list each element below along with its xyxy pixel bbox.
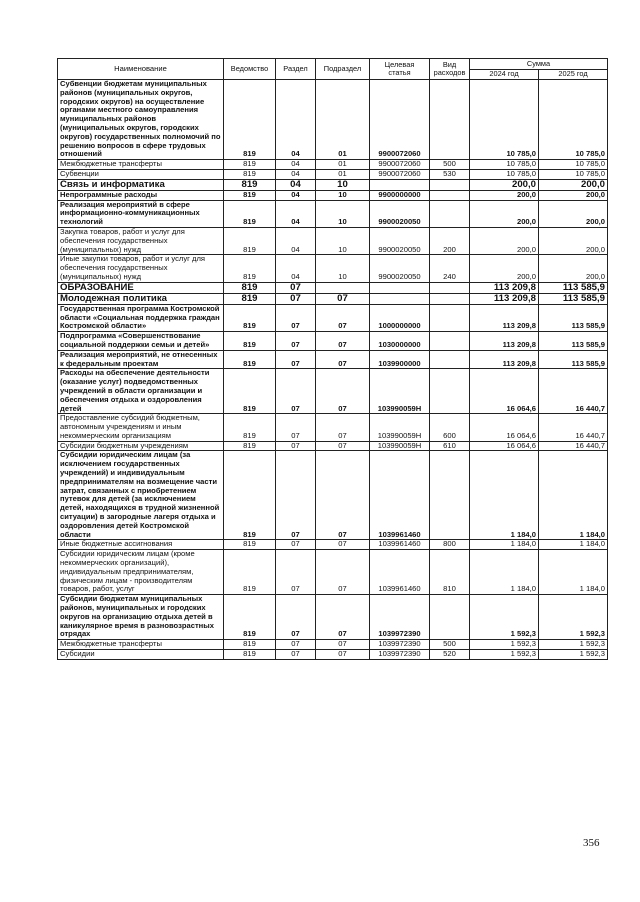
cell-sum-2025: 1 184,0 — [539, 540, 608, 550]
cell-vedomstvo: 819 — [224, 550, 276, 595]
header-vedomstvo: Ведомство — [224, 59, 276, 80]
cell-name: Субвенции бюджетам муниципальных районов (муниципальных округов, городских округов) на осуществление органами местного самоуправления муниципальных районов (муниципальных округов, городских округов) государственных полномочий по решению вопросов в сфере трудовых отношений — [58, 80, 224, 160]
cell-podrazdel: 07 — [316, 293, 370, 304]
table-row — [58, 293, 608, 304]
cell-vedomstvo: 819 — [224, 332, 276, 351]
cell-vedomstvo: 819 — [224, 350, 276, 369]
header-celevaya-line2: статья — [388, 68, 411, 77]
cell-podrazdel: 07 — [316, 332, 370, 351]
cell-celevaya-statya — [370, 282, 430, 293]
table-row — [58, 160, 608, 170]
cell-celevaya-statya — [370, 179, 430, 190]
cell-vedomstvo: 819 — [224, 255, 276, 282]
cell-podrazdel: 07 — [316, 540, 370, 550]
cell-sum-2024: 1 592,3 — [470, 595, 539, 640]
cell-celevaya-statya: 9900020050 — [370, 200, 430, 227]
cell-sum-2024: 200,0 — [470, 200, 539, 227]
cell-vedomstvo: 819 — [224, 304, 276, 331]
cell-sum-2024: 200,0 — [470, 179, 539, 190]
cell-vid-rashodov: 500 — [430, 640, 470, 650]
cell-celevaya-statya: 1039961460 — [370, 451, 430, 540]
table-row — [58, 179, 608, 190]
cell-sum-2024: 16 064,6 — [470, 414, 539, 441]
cell-razdel: 04 — [276, 255, 316, 282]
cell-razdel: 04 — [276, 179, 316, 190]
cell-sum-2025: 113 585,9 — [539, 282, 608, 293]
table-row — [58, 350, 608, 369]
cell-vedomstvo: 819 — [224, 227, 276, 254]
cell-name: Государственная программа Костромской области «Социальная поддержка граждан Костромской области» — [58, 304, 224, 331]
cell-name: Субсидии — [58, 650, 224, 660]
cell-vedomstvo: 819 — [224, 169, 276, 179]
cell-name: Предоставление субсидий бюджетным, автономным учреждениям и иным некоммерческим организациям — [58, 414, 224, 441]
table-row — [58, 595, 608, 640]
cell-podrazdel — [316, 282, 370, 293]
header-vid-line1: Вид — [442, 59, 457, 69]
cell-vedomstvo: 819 — [224, 160, 276, 170]
table-row — [58, 255, 608, 282]
cell-celevaya-statya: 1039972390 — [370, 640, 430, 650]
cell-sum-2025: 16 440,7 — [539, 441, 608, 451]
cell-sum-2024: 1 184,0 — [470, 540, 539, 550]
cell-sum-2025: 16 440,7 — [539, 369, 608, 414]
cell-razdel: 07 — [276, 540, 316, 550]
cell-sum-2025: 1 592,3 — [539, 650, 608, 660]
cell-name: Реализация мероприятий, не отнесенных к федеральным проектам — [58, 350, 224, 369]
header-vid-line2: расходов — [433, 68, 466, 77]
cell-vid-rashodov: 610 — [430, 441, 470, 451]
cell-sum-2024: 1 592,3 — [470, 650, 539, 660]
table-row — [58, 550, 608, 595]
cell-vid-rashodov — [430, 293, 470, 304]
header-razdel: Раздел — [276, 59, 316, 80]
cell-sum-2025: 10 785,0 — [539, 160, 608, 170]
cell-celevaya-statya: 1030000000 — [370, 332, 430, 351]
cell-vid-rashodov — [430, 350, 470, 369]
cell-podrazdel: 07 — [316, 350, 370, 369]
cell-razdel: 07 — [276, 414, 316, 441]
cell-vid-rashodov: 600 — [430, 414, 470, 441]
table-row — [58, 190, 608, 200]
cell-sum-2024: 113 209,8 — [470, 304, 539, 331]
header-celevaya-statya — [370, 59, 430, 80]
header-name: Наименование — [58, 59, 224, 80]
cell-vedomstvo: 819 — [224, 451, 276, 540]
cell-razdel: 04 — [276, 160, 316, 170]
table-row — [58, 332, 608, 351]
budget-table-page — [57, 58, 607, 660]
cell-sum-2024: 1 184,0 — [470, 550, 539, 595]
cell-sum-2024: 1 184,0 — [470, 451, 539, 540]
cell-sum-2025: 1 184,0 — [539, 550, 608, 595]
cell-name: Субсидии юридическим лицам (кроме некоммерческих организаций), индивидуальным предпринимателям, физическим лицам - производителям товаров, работ, услуг — [58, 550, 224, 595]
cell-vid-rashodov — [430, 190, 470, 200]
cell-podrazdel: 07 — [316, 550, 370, 595]
cell-vid-rashodov — [430, 595, 470, 640]
cell-sum-2024: 200,0 — [470, 190, 539, 200]
cell-vid-rashodov — [430, 369, 470, 414]
cell-sum-2025: 113 585,9 — [539, 332, 608, 351]
cell-vedomstvo: 819 — [224, 650, 276, 660]
table-row — [58, 650, 608, 660]
header-summa: Сумма — [470, 59, 608, 70]
cell-razdel: 07 — [276, 369, 316, 414]
cell-razdel: 07 — [276, 550, 316, 595]
header-celevaya-line1: Целевая — [384, 59, 415, 69]
cell-podrazdel: 07 — [316, 304, 370, 331]
cell-vedomstvo: 819 — [224, 414, 276, 441]
cell-vedomstvo: 819 — [224, 80, 276, 160]
cell-podrazdel: 10 — [316, 190, 370, 200]
cell-name: Иные бюджетные ассигнования — [58, 540, 224, 550]
cell-name: Межбюджетные трансферты — [58, 640, 224, 650]
cell-name: Субсидии бюджетам муниципальных районов, муниципальных и городских округов на организацию отдыха детей в каникулярное время в разновозрастных отрядах — [58, 595, 224, 640]
cell-celevaya-statya: 1039972390 — [370, 595, 430, 640]
cell-name: Непрограммные расходы — [58, 190, 224, 200]
cell-celevaya-statya: 103990059Н — [370, 414, 430, 441]
cell-celevaya-statya: 9900072060 — [370, 169, 430, 179]
cell-sum-2024: 1 592,3 — [470, 640, 539, 650]
cell-podrazdel: 01 — [316, 80, 370, 160]
cell-razdel: 07 — [276, 595, 316, 640]
cell-celevaya-statya: 1039961460 — [370, 540, 430, 550]
cell-vedomstvo: 819 — [224, 595, 276, 640]
cell-sum-2024: 200,0 — [470, 255, 539, 282]
cell-razdel: 07 — [276, 293, 316, 304]
cell-name: ОБРАЗОВАНИЕ — [58, 282, 224, 293]
cell-vid-rashodov: 800 — [430, 540, 470, 550]
cell-sum-2025: 113 585,9 — [539, 304, 608, 331]
table-row — [58, 414, 608, 441]
header-podrazdel: Подраздел — [316, 59, 370, 80]
cell-vid-rashodov — [430, 451, 470, 540]
cell-sum-2024: 113 209,8 — [470, 293, 539, 304]
cell-name: Субсидии юридическим лицам (за исключением государственных учреждений) и индивидуальным предпринимателям на возмещение части затрат, связанных с приобретением путевок для детей (за исключением детей, находящихся в трудной жизненной ситуации) в загородные лагеря отдыха и оздоровления детей Костромской области — [58, 451, 224, 540]
cell-celevaya-statya: 9900000000 — [370, 190, 430, 200]
cell-celevaya-statya: 9900072060 — [370, 80, 430, 160]
cell-vid-rashodov — [430, 179, 470, 190]
table-row — [58, 640, 608, 650]
table-row — [58, 441, 608, 451]
cell-sum-2024: 113 209,8 — [470, 282, 539, 293]
cell-celevaya-statya: 1039900000 — [370, 350, 430, 369]
table-row — [58, 451, 608, 540]
cell-sum-2025: 200,0 — [539, 227, 608, 254]
table-row — [58, 227, 608, 254]
cell-podrazdel: 07 — [316, 369, 370, 414]
table-row — [58, 200, 608, 227]
cell-podrazdel: 07 — [316, 640, 370, 650]
cell-razdel: 07 — [276, 451, 316, 540]
cell-sum-2025: 16 440,7 — [539, 414, 608, 441]
cell-vid-rashodov — [430, 282, 470, 293]
cell-razdel: 07 — [276, 282, 316, 293]
cell-sum-2025: 113 585,9 — [539, 293, 608, 304]
cell-vid-rashodov: 520 — [430, 650, 470, 660]
cell-podrazdel: 10 — [316, 255, 370, 282]
cell-sum-2024: 10 785,0 — [470, 169, 539, 179]
cell-vid-rashodov: 810 — [430, 550, 470, 595]
page-number: 356 — [583, 837, 600, 849]
cell-celevaya-statya: 1000000000 — [370, 304, 430, 331]
cell-podrazdel: 01 — [316, 169, 370, 179]
cell-vid-rashodov — [430, 80, 470, 160]
cell-name: Иные закупки товаров, работ и услуг для обеспечения государственных (муниципальных) нужд — [58, 255, 224, 282]
cell-sum-2025: 200,0 — [539, 255, 608, 282]
cell-vid-rashodov: 500 — [430, 160, 470, 170]
cell-name: Молодежная политика — [58, 293, 224, 304]
cell-vedomstvo: 819 — [224, 282, 276, 293]
cell-name: Межбюджетные трансферты — [58, 160, 224, 170]
cell-sum-2025: 1 184,0 — [539, 451, 608, 540]
cell-sum-2025: 200,0 — [539, 200, 608, 227]
cell-celevaya-statya: 1039972390 — [370, 650, 430, 660]
cell-podrazdel: 07 — [316, 650, 370, 660]
table-row — [58, 369, 608, 414]
cell-name: Закупка товаров, работ и услуг для обеспечения государственных (муниципальных) нужд — [58, 227, 224, 254]
cell-podrazdel: 07 — [316, 451, 370, 540]
cell-sum-2024: 10 785,0 — [470, 80, 539, 160]
cell-vedomstvo: 819 — [224, 179, 276, 190]
cell-razdel: 07 — [276, 640, 316, 650]
cell-name: Расходы на обеспечение деятельности (оказание услуг) подведомственных учреждений в области организации и обеспечения отдыха и оздоровления детей — [58, 369, 224, 414]
cell-name: Подпрограмма «Совершенствование социальной поддержки семьи и детей» — [58, 332, 224, 351]
cell-sum-2024: 113 209,8 — [470, 332, 539, 351]
cell-podrazdel: 10 — [316, 179, 370, 190]
cell-vedomstvo: 819 — [224, 293, 276, 304]
cell-sum-2025: 10 785,0 — [539, 80, 608, 160]
cell-podrazdel: 07 — [316, 595, 370, 640]
cell-razdel: 07 — [276, 332, 316, 351]
cell-vid-rashodov — [430, 332, 470, 351]
cell-razdel: 04 — [276, 190, 316, 200]
cell-podrazdel: 07 — [316, 414, 370, 441]
cell-sum-2024: 16 064,6 — [470, 441, 539, 451]
cell-razdel: 07 — [276, 650, 316, 660]
header-year-2024: 2024 год — [470, 70, 539, 80]
cell-podrazdel: 10 — [316, 227, 370, 254]
cell-sum-2025: 1 592,3 — [539, 595, 608, 640]
cell-celevaya-statya: 1039961460 — [370, 550, 430, 595]
cell-sum-2025: 1 592,3 — [539, 640, 608, 650]
cell-sum-2024: 10 785,0 — [470, 160, 539, 170]
cell-vedomstvo: 819 — [224, 369, 276, 414]
header-vid-rashodov — [430, 59, 470, 80]
cell-celevaya-statya: 9900020050 — [370, 255, 430, 282]
cell-celevaya-statya: 9900072060 — [370, 160, 430, 170]
budget-table — [57, 58, 608, 660]
cell-name: Субвенции — [58, 169, 224, 179]
table-row — [58, 304, 608, 331]
cell-vid-rashodov — [430, 304, 470, 331]
cell-vedomstvo: 819 — [224, 200, 276, 227]
cell-vedomstvo: 819 — [224, 190, 276, 200]
cell-vedomstvo: 819 — [224, 640, 276, 650]
cell-sum-2024: 16 064,6 — [470, 369, 539, 414]
cell-vid-rashodov: 530 — [430, 169, 470, 179]
table-row — [58, 80, 608, 160]
cell-razdel: 07 — [276, 304, 316, 331]
cell-celevaya-statya — [370, 293, 430, 304]
table-row — [58, 540, 608, 550]
cell-vid-rashodov: 240 — [430, 255, 470, 282]
cell-sum-2024: 113 209,8 — [470, 350, 539, 369]
cell-razdel: 07 — [276, 441, 316, 451]
cell-razdel: 04 — [276, 80, 316, 160]
table-body — [58, 80, 608, 660]
cell-podrazdel: 10 — [316, 200, 370, 227]
cell-razdel: 04 — [276, 227, 316, 254]
table-row — [58, 282, 608, 293]
cell-vid-rashodov: 200 — [430, 227, 470, 254]
cell-razdel: 07 — [276, 350, 316, 369]
cell-celevaya-statya: 103990059Н — [370, 369, 430, 414]
cell-sum-2025: 200,0 — [539, 179, 608, 190]
cell-podrazdel: 01 — [316, 160, 370, 170]
cell-sum-2025: 113 585,9 — [539, 350, 608, 369]
cell-celevaya-statya: 9900020050 — [370, 227, 430, 254]
cell-name: Реализация мероприятий в сфере информационно-коммуникационных технологий — [58, 200, 224, 227]
cell-sum-2025: 200,0 — [539, 190, 608, 200]
cell-razdel: 04 — [276, 169, 316, 179]
cell-sum-2025: 10 785,0 — [539, 169, 608, 179]
cell-vid-rashodov — [430, 200, 470, 227]
cell-vedomstvo: 819 — [224, 441, 276, 451]
table-row — [58, 169, 608, 179]
cell-celevaya-statya: 103990059Н — [370, 441, 430, 451]
cell-vedomstvo: 819 — [224, 540, 276, 550]
cell-name: Связь и информатика — [58, 179, 224, 190]
header-year-2025: 2025 год — [539, 70, 608, 80]
cell-razdel: 04 — [276, 200, 316, 227]
cell-podrazdel: 07 — [316, 441, 370, 451]
cell-sum-2024: 200,0 — [470, 227, 539, 254]
cell-name: Субсидии бюджетным учреждениям — [58, 441, 224, 451]
